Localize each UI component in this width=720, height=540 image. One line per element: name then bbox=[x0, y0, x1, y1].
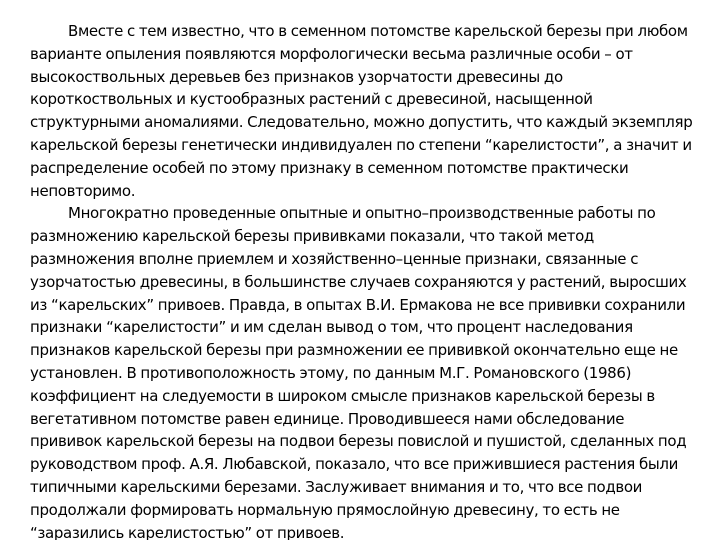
text-line: распределение особей по этому признаку в семенном потомстве практически bbox=[30, 158, 629, 177]
text-line: неповторимо. bbox=[30, 181, 136, 200]
text-line: Многократно проведенные опытные и опытно–производственные работы по bbox=[68, 204, 656, 223]
text-line: узорчатостью древесины, в большинстве случаев сохраняются у растений, выросших bbox=[30, 272, 687, 291]
text-line: высокоствольных деревьев без признаков узорчатости древесины до bbox=[30, 67, 563, 86]
text-line: вегетативном потомстве равен единице. Проводившееся нами обследование bbox=[30, 409, 625, 428]
text-line: продолжали формировать нормальную прямослойную древесину, то есть не bbox=[30, 500, 620, 519]
text-line: карельской березы генетически индивидуален по степени “карелистости”, а значит и bbox=[30, 135, 692, 154]
text-line: Вместе с тем известно, что в семенном потомстве карельской березы при любом bbox=[68, 22, 688, 40]
text-line: структурными аномалиями. Следовательно, можно допустить, что каждый экземпляр bbox=[30, 113, 693, 132]
text-line: признаков карельской березы при размножении ее прививкой окончательно еще не bbox=[30, 341, 678, 360]
text-line: руководством проф. А.Я. Любавской, показало, что все прижившиеся растения были bbox=[30, 455, 678, 474]
text-line: из “карельских” привоев. Правда, в опытах В.И. Ермакова не все прививки сохранили bbox=[30, 295, 686, 314]
text-line: признаки “карелистости” и им сделан вывод о том, что процент наследования bbox=[30, 318, 633, 337]
text-line: типичными карельскими березами. Заслуживает внимания и то, что все подвои bbox=[30, 477, 643, 496]
paragraph-2 bbox=[30, 202, 700, 540]
text-line: размножению карельской березы прививками показали, что такой метод bbox=[30, 227, 594, 246]
text-line: установлен. В противоположность этому, по данным М.Г. Романовского (1986) bbox=[30, 363, 632, 382]
paragraph-1 bbox=[30, 20, 700, 202]
text-line: “заразились карелистостью” от привоев. bbox=[30, 523, 345, 540]
text-line: коэффициент на следуемости в широком смысле признаков карельской березы в bbox=[30, 386, 655, 405]
text-line: короткоствольных и кустообразных растений с древесиной, насыщенной bbox=[30, 90, 593, 109]
document-body bbox=[30, 20, 700, 540]
text-line: варианте опыления появляются морфологически весьма различные особи – от bbox=[30, 44, 633, 63]
text-line: размножения вполне приемлем и хозяйственно–ценные признаки, связанные с bbox=[30, 249, 639, 268]
text-line: прививок карельской березы на подвои березы повислой и пушистой, сделанных под bbox=[30, 432, 687, 451]
